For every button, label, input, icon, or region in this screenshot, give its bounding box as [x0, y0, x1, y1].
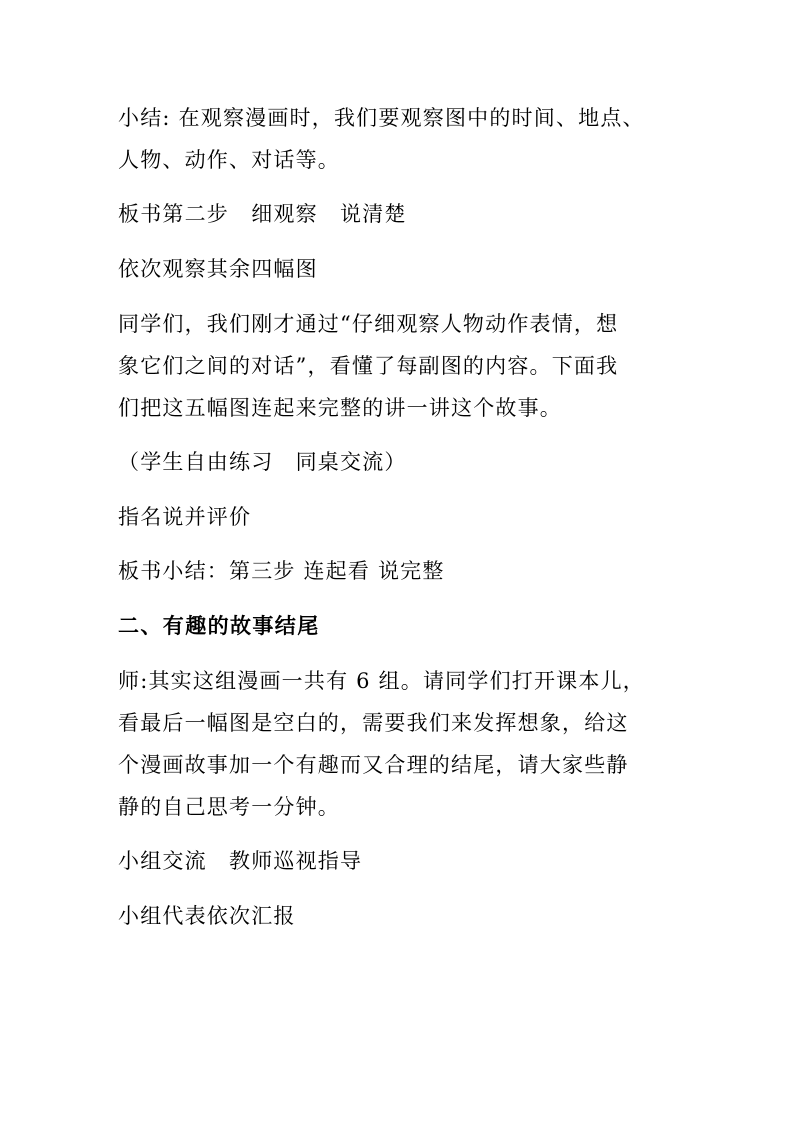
name-and-evaluate: 指名说并评价	[118, 505, 252, 529]
group-discussion: 小组交流 教师巡视指导	[118, 849, 363, 873]
summary-paragraph-line-2: 人物、动作、对话等。	[118, 148, 340, 172]
student-practice-note: （学生自由练习 同桌交流）	[118, 450, 407, 474]
teacher-paragraph-line-4: 静的自己思考一分钟。	[118, 795, 340, 819]
observe-remaining-pictures: 依次观察其余四幅图	[118, 257, 318, 281]
group-report: 小组代表依次汇报	[118, 904, 296, 928]
teacher-paragraph-line-1: 师:其实这组漫画一共有 6 组。请同学们打开课本儿，	[118, 669, 645, 693]
teacher-paragraph-line-3: 个漫画故事加一个有趣而又合理的结尾，请大家些静	[118, 753, 629, 777]
transition-paragraph-line-1: 同学们，我们刚才通过“仔细观察人物动作表情，想	[118, 312, 619, 336]
board-step-three: 板书小结：第三步 连起看 说完整	[118, 559, 445, 583]
transition-paragraph-line-3: 们把这五幅图连起来完整的讲一讲这个故事。	[118, 396, 562, 420]
summary-paragraph-line-1: 小结: 在观察漫画时，我们要观察图中的时间、地点、	[118, 106, 645, 130]
transition-paragraph-line-2: 象它们之间的对话”，看懂了每副图的内容。下面我	[118, 354, 619, 378]
section-heading: 二、有趣的故事结尾	[118, 613, 320, 638]
teacher-paragraph-line-2: 看最后一幅图是空白的，需要我们来发挥想象，给这	[118, 711, 629, 735]
board-step-two: 板书第二步 细观察 说清楚	[118, 202, 407, 226]
